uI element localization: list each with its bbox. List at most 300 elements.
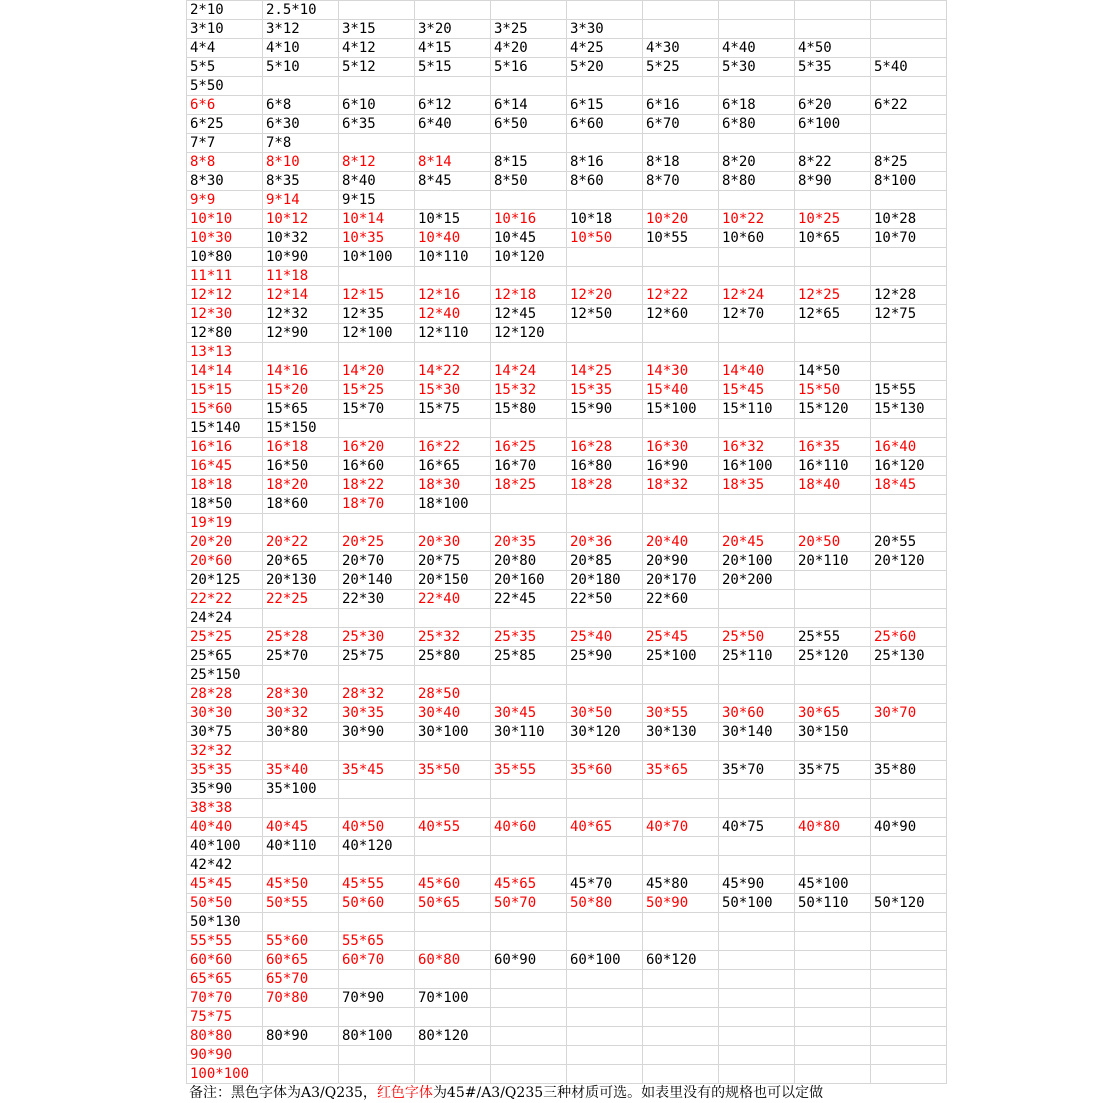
empty-cell[interactable] xyxy=(643,970,719,989)
spec-cell[interactable]: 45*80 xyxy=(643,875,719,894)
empty-cell[interactable] xyxy=(795,913,871,932)
empty-cell[interactable] xyxy=(567,799,643,818)
spec-cell[interactable]: 10*45 xyxy=(491,229,567,248)
spec-cell[interactable]: 14*40 xyxy=(719,362,795,381)
empty-cell[interactable] xyxy=(871,951,947,970)
spec-cell[interactable]: 10*40 xyxy=(415,229,491,248)
spec-cell[interactable]: 15*100 xyxy=(643,400,719,419)
empty-cell[interactable] xyxy=(795,799,871,818)
empty-cell[interactable] xyxy=(871,419,947,438)
spec-cell[interactable]: 8*22 xyxy=(795,153,871,172)
spec-cell[interactable]: 6*22 xyxy=(871,96,947,115)
empty-cell[interactable] xyxy=(643,799,719,818)
spec-cell[interactable]: 14*50 xyxy=(795,362,871,381)
empty-cell[interactable] xyxy=(795,20,871,39)
spec-cell[interactable]: 80*100 xyxy=(339,1027,415,1046)
spec-cell[interactable]: 25*150 xyxy=(187,666,263,685)
empty-cell[interactable] xyxy=(643,932,719,951)
spec-cell[interactable]: 8*100 xyxy=(871,172,947,191)
empty-cell[interactable] xyxy=(795,419,871,438)
spec-cell[interactable]: 50*60 xyxy=(339,894,415,913)
empty-cell[interactable] xyxy=(567,343,643,362)
spec-cell[interactable]: 20*20 xyxy=(187,533,263,552)
empty-cell[interactable] xyxy=(567,666,643,685)
spec-cell[interactable]: 20*35 xyxy=(491,533,567,552)
spec-cell[interactable]: 20*36 xyxy=(567,533,643,552)
empty-cell[interactable] xyxy=(643,1,719,20)
spec-cell[interactable]: 10*10 xyxy=(187,210,263,229)
empty-cell[interactable] xyxy=(795,134,871,153)
empty-cell[interactable] xyxy=(339,419,415,438)
empty-cell[interactable] xyxy=(719,970,795,989)
empty-cell[interactable] xyxy=(719,989,795,1008)
empty-cell[interactable] xyxy=(871,837,947,856)
spec-cell[interactable]: 45*65 xyxy=(491,875,567,894)
spec-cell[interactable]: 2*10 xyxy=(187,1,263,20)
spec-cell[interactable]: 8*16 xyxy=(567,153,643,172)
empty-cell[interactable] xyxy=(339,799,415,818)
empty-cell[interactable] xyxy=(643,780,719,799)
spec-cell[interactable]: 16*50 xyxy=(263,457,339,476)
spec-cell[interactable]: 30*60 xyxy=(719,704,795,723)
spec-cell[interactable]: 35*70 xyxy=(719,761,795,780)
spec-cell[interactable]: 25*90 xyxy=(567,647,643,666)
spec-cell[interactable]: 5*16 xyxy=(491,58,567,77)
spec-cell[interactable]: 50*65 xyxy=(415,894,491,913)
spec-cell[interactable]: 24*24 xyxy=(187,609,263,628)
spec-cell[interactable]: 25*120 xyxy=(795,647,871,666)
empty-cell[interactable] xyxy=(263,1065,339,1084)
spec-cell[interactable]: 30*35 xyxy=(339,704,415,723)
spec-cell[interactable]: 14*22 xyxy=(415,362,491,381)
spec-cell[interactable]: 18*22 xyxy=(339,476,415,495)
spec-cell[interactable]: 80*80 xyxy=(187,1027,263,1046)
empty-cell[interactable] xyxy=(643,343,719,362)
empty-cell[interactable] xyxy=(871,1008,947,1027)
empty-cell[interactable] xyxy=(643,742,719,761)
empty-cell[interactable] xyxy=(491,932,567,951)
spec-cell[interactable]: 12*100 xyxy=(339,324,415,343)
spec-cell[interactable]: 50*130 xyxy=(187,913,263,932)
spec-cell[interactable]: 6*18 xyxy=(719,96,795,115)
empty-cell[interactable] xyxy=(643,1027,719,1046)
spec-cell[interactable]: 15*150 xyxy=(263,419,339,438)
spec-cell[interactable]: 10*90 xyxy=(263,248,339,267)
spec-cell[interactable]: 20*140 xyxy=(339,571,415,590)
empty-cell[interactable] xyxy=(719,932,795,951)
empty-cell[interactable] xyxy=(491,666,567,685)
empty-cell[interactable] xyxy=(567,685,643,704)
spec-cell[interactable]: 28*28 xyxy=(187,685,263,704)
spec-cell[interactable]: 60*70 xyxy=(339,951,415,970)
spec-cell[interactable]: 25*35 xyxy=(491,628,567,647)
spec-cell[interactable]: 10*35 xyxy=(339,229,415,248)
spec-cell[interactable]: 30*50 xyxy=(567,704,643,723)
empty-cell[interactable] xyxy=(643,20,719,39)
spec-cell[interactable]: 18*45 xyxy=(871,476,947,495)
spec-cell[interactable]: 20*60 xyxy=(187,552,263,571)
empty-cell[interactable] xyxy=(871,115,947,134)
spec-cell[interactable]: 8*35 xyxy=(263,172,339,191)
empty-cell[interactable] xyxy=(491,780,567,799)
empty-cell[interactable] xyxy=(339,609,415,628)
empty-cell[interactable] xyxy=(491,799,567,818)
empty-cell[interactable] xyxy=(871,913,947,932)
spec-cell[interactable]: 15*90 xyxy=(567,400,643,419)
spec-cell[interactable]: 18*70 xyxy=(339,495,415,514)
empty-cell[interactable] xyxy=(719,20,795,39)
spec-cell[interactable]: 4*20 xyxy=(491,39,567,58)
empty-cell[interactable] xyxy=(339,1,415,20)
empty-cell[interactable] xyxy=(719,248,795,267)
empty-cell[interactable] xyxy=(871,1,947,20)
empty-cell[interactable] xyxy=(871,970,947,989)
spec-cell[interactable]: 20*65 xyxy=(263,552,339,571)
spec-cell[interactable]: 55*65 xyxy=(339,932,415,951)
spec-cell[interactable]: 16*35 xyxy=(795,438,871,457)
empty-cell[interactable] xyxy=(491,837,567,856)
spec-cell[interactable]: 20*100 xyxy=(719,552,795,571)
spec-cell[interactable]: 25*80 xyxy=(415,647,491,666)
spec-cell[interactable]: 60*90 xyxy=(491,951,567,970)
spec-cell[interactable]: 4*10 xyxy=(263,39,339,58)
spec-cell[interactable]: 8*60 xyxy=(567,172,643,191)
empty-cell[interactable] xyxy=(567,1008,643,1027)
empty-cell[interactable] xyxy=(339,666,415,685)
empty-cell[interactable] xyxy=(567,514,643,533)
spec-cell[interactable]: 12*25 xyxy=(795,286,871,305)
spec-cell[interactable]: 25*50 xyxy=(719,628,795,647)
spec-cell[interactable]: 90*90 xyxy=(187,1046,263,1065)
spec-cell[interactable]: 8*25 xyxy=(871,153,947,172)
spec-cell[interactable]: 10*12 xyxy=(263,210,339,229)
empty-cell[interactable] xyxy=(795,742,871,761)
spec-cell[interactable]: 16*30 xyxy=(643,438,719,457)
spec-cell[interactable]: 45*50 xyxy=(263,875,339,894)
spec-cell[interactable]: 5*12 xyxy=(339,58,415,77)
spec-cell[interactable]: 30*130 xyxy=(643,723,719,742)
spec-cell[interactable]: 25*65 xyxy=(187,647,263,666)
spec-cell[interactable]: 22*45 xyxy=(491,590,567,609)
spec-cell[interactable]: 35*50 xyxy=(415,761,491,780)
spec-cell[interactable]: 20*160 xyxy=(491,571,567,590)
spec-cell[interactable]: 20*90 xyxy=(643,552,719,571)
empty-cell[interactable] xyxy=(871,191,947,210)
spec-cell[interactable]: 35*90 xyxy=(187,780,263,799)
empty-cell[interactable] xyxy=(871,932,947,951)
spec-cell[interactable]: 5*50 xyxy=(187,77,263,96)
empty-cell[interactable] xyxy=(871,609,947,628)
empty-cell[interactable] xyxy=(871,134,947,153)
spec-cell[interactable]: 18*40 xyxy=(795,476,871,495)
empty-cell[interactable] xyxy=(795,856,871,875)
empty-cell[interactable] xyxy=(415,419,491,438)
spec-cell[interactable]: 12*65 xyxy=(795,305,871,324)
spec-cell[interactable]: 20*120 xyxy=(871,552,947,571)
spec-cell[interactable]: 16*32 xyxy=(719,438,795,457)
empty-cell[interactable] xyxy=(415,932,491,951)
empty-cell[interactable] xyxy=(339,970,415,989)
spec-cell[interactable]: 12*75 xyxy=(871,305,947,324)
empty-cell[interactable] xyxy=(871,39,947,58)
empty-cell[interactable] xyxy=(263,1008,339,1027)
spec-cell[interactable]: 12*40 xyxy=(415,305,491,324)
spec-cell[interactable]: 16*120 xyxy=(871,457,947,476)
spec-cell[interactable]: 20*170 xyxy=(643,571,719,590)
spec-cell[interactable]: 28*32 xyxy=(339,685,415,704)
spec-cell[interactable]: 8*90 xyxy=(795,172,871,191)
empty-cell[interactable] xyxy=(871,1027,947,1046)
spec-cell[interactable]: 40*90 xyxy=(871,818,947,837)
spec-cell[interactable]: 60*80 xyxy=(415,951,491,970)
spec-cell[interactable]: 25*130 xyxy=(871,647,947,666)
spec-cell[interactable]: 55*60 xyxy=(263,932,339,951)
empty-cell[interactable] xyxy=(795,343,871,362)
spec-cell[interactable]: 8*14 xyxy=(415,153,491,172)
empty-cell[interactable] xyxy=(795,609,871,628)
empty-cell[interactable] xyxy=(795,989,871,1008)
spec-cell[interactable]: 40*45 xyxy=(263,818,339,837)
spec-cell[interactable]: 25*25 xyxy=(187,628,263,647)
spec-cell[interactable]: 10*20 xyxy=(643,210,719,229)
spec-cell[interactable]: 8*18 xyxy=(643,153,719,172)
empty-cell[interactable] xyxy=(643,419,719,438)
empty-cell[interactable] xyxy=(491,1027,567,1046)
empty-cell[interactable] xyxy=(567,1027,643,1046)
empty-cell[interactable] xyxy=(871,685,947,704)
empty-cell[interactable] xyxy=(263,609,339,628)
empty-cell[interactable] xyxy=(871,780,947,799)
empty-cell[interactable] xyxy=(567,837,643,856)
spec-cell[interactable]: 45*100 xyxy=(795,875,871,894)
empty-cell[interactable] xyxy=(339,343,415,362)
empty-cell[interactable] xyxy=(415,837,491,856)
spec-cell[interactable]: 4*30 xyxy=(643,39,719,58)
spec-cell[interactable]: 10*22 xyxy=(719,210,795,229)
spec-cell[interactable]: 22*50 xyxy=(567,590,643,609)
spec-cell[interactable]: 4*4 xyxy=(187,39,263,58)
spec-cell[interactable]: 15*32 xyxy=(491,381,567,400)
empty-cell[interactable] xyxy=(795,571,871,590)
spec-cell[interactable]: 4*25 xyxy=(567,39,643,58)
spec-cell[interactable]: 10*80 xyxy=(187,248,263,267)
spec-cell[interactable]: 30*150 xyxy=(795,723,871,742)
empty-cell[interactable] xyxy=(795,685,871,704)
empty-cell[interactable] xyxy=(415,609,491,628)
empty-cell[interactable] xyxy=(871,590,947,609)
spec-cell[interactable]: 18*30 xyxy=(415,476,491,495)
spec-cell[interactable]: 35*45 xyxy=(339,761,415,780)
spec-cell[interactable]: 3*15 xyxy=(339,20,415,39)
spec-cell[interactable]: 20*70 xyxy=(339,552,415,571)
empty-cell[interactable] xyxy=(719,666,795,685)
spec-cell[interactable]: 10*30 xyxy=(187,229,263,248)
spec-cell[interactable]: 30*30 xyxy=(187,704,263,723)
empty-cell[interactable] xyxy=(871,514,947,533)
empty-cell[interactable] xyxy=(719,780,795,799)
empty-cell[interactable] xyxy=(567,856,643,875)
spec-cell[interactable]: 16*28 xyxy=(567,438,643,457)
empty-cell[interactable] xyxy=(871,20,947,39)
empty-cell[interactable] xyxy=(263,514,339,533)
spec-cell[interactable]: 14*24 xyxy=(491,362,567,381)
empty-cell[interactable] xyxy=(871,875,947,894)
spec-cell[interactable]: 10*60 xyxy=(719,229,795,248)
spec-cell[interactable]: 5*30 xyxy=(719,58,795,77)
spec-cell[interactable]: 55*55 xyxy=(187,932,263,951)
spec-cell[interactable]: 11*18 xyxy=(263,267,339,286)
empty-cell[interactable] xyxy=(795,590,871,609)
spec-cell[interactable]: 12*120 xyxy=(491,324,567,343)
empty-cell[interactable] xyxy=(719,856,795,875)
empty-cell[interactable] xyxy=(567,77,643,96)
empty-cell[interactable] xyxy=(491,989,567,1008)
empty-cell[interactable] xyxy=(339,780,415,799)
spec-cell[interactable]: 35*60 xyxy=(567,761,643,780)
spec-cell[interactable]: 25*55 xyxy=(795,628,871,647)
spec-cell[interactable]: 6*16 xyxy=(643,96,719,115)
empty-cell[interactable] xyxy=(491,1,567,20)
spec-cell[interactable]: 18*60 xyxy=(263,495,339,514)
empty-cell[interactable] xyxy=(871,77,947,96)
empty-cell[interactable] xyxy=(263,666,339,685)
spec-cell[interactable]: 5*35 xyxy=(795,58,871,77)
spec-cell[interactable]: 7*7 xyxy=(187,134,263,153)
spec-cell[interactable]: 5*20 xyxy=(567,58,643,77)
spec-cell[interactable]: 40*100 xyxy=(187,837,263,856)
spec-cell[interactable]: 10*28 xyxy=(871,210,947,229)
spec-cell[interactable]: 9*9 xyxy=(187,191,263,210)
spec-cell[interactable]: 8*20 xyxy=(719,153,795,172)
spec-cell[interactable]: 40*120 xyxy=(339,837,415,856)
spec-cell[interactable]: 30*110 xyxy=(491,723,567,742)
empty-cell[interactable] xyxy=(719,685,795,704)
spec-cell[interactable]: 12*20 xyxy=(567,286,643,305)
spec-cell[interactable]: 8*8 xyxy=(187,153,263,172)
empty-cell[interactable] xyxy=(795,1027,871,1046)
spec-cell[interactable]: 30*65 xyxy=(795,704,871,723)
spec-cell[interactable]: 28*50 xyxy=(415,685,491,704)
spec-cell[interactable]: 3*10 xyxy=(187,20,263,39)
spec-cell[interactable]: 25*32 xyxy=(415,628,491,647)
spec-cell[interactable]: 14*20 xyxy=(339,362,415,381)
empty-cell[interactable] xyxy=(719,1027,795,1046)
spec-cell[interactable]: 60*100 xyxy=(567,951,643,970)
spec-cell[interactable]: 16*100 xyxy=(719,457,795,476)
spec-cell[interactable]: 45*60 xyxy=(415,875,491,894)
empty-cell[interactable] xyxy=(871,856,947,875)
empty-cell[interactable] xyxy=(719,267,795,286)
empty-cell[interactable] xyxy=(491,685,567,704)
empty-cell[interactable] xyxy=(795,837,871,856)
empty-cell[interactable] xyxy=(491,1046,567,1065)
spec-cell[interactable]: 40*75 xyxy=(719,818,795,837)
spec-cell[interactable]: 10*15 xyxy=(415,210,491,229)
spec-cell[interactable]: 10*110 xyxy=(415,248,491,267)
spec-cell[interactable]: 8*12 xyxy=(339,153,415,172)
empty-cell[interactable] xyxy=(415,1008,491,1027)
empty-cell[interactable] xyxy=(871,989,947,1008)
empty-cell[interactable] xyxy=(339,913,415,932)
spec-cell[interactable]: 15*65 xyxy=(263,400,339,419)
empty-cell[interactable] xyxy=(643,495,719,514)
spec-cell[interactable]: 12*45 xyxy=(491,305,567,324)
empty-cell[interactable] xyxy=(871,1046,947,1065)
empty-cell[interactable] xyxy=(871,343,947,362)
spec-cell[interactable]: 28*30 xyxy=(263,685,339,704)
empty-cell[interactable] xyxy=(567,970,643,989)
empty-cell[interactable] xyxy=(339,514,415,533)
empty-cell[interactable] xyxy=(491,419,567,438)
spec-cell[interactable]: 5*40 xyxy=(871,58,947,77)
empty-cell[interactable] xyxy=(643,248,719,267)
spec-cell[interactable]: 12*70 xyxy=(719,305,795,324)
empty-cell[interactable] xyxy=(795,191,871,210)
empty-cell[interactable] xyxy=(567,609,643,628)
empty-cell[interactable] xyxy=(643,609,719,628)
empty-cell[interactable] xyxy=(339,742,415,761)
spec-cell[interactable]: 16*80 xyxy=(567,457,643,476)
spec-cell[interactable]: 30*70 xyxy=(871,704,947,723)
spec-cell[interactable]: 45*70 xyxy=(567,875,643,894)
spec-cell[interactable]: 16*90 xyxy=(643,457,719,476)
empty-cell[interactable] xyxy=(871,248,947,267)
spec-cell[interactable]: 50*110 xyxy=(795,894,871,913)
empty-cell[interactable] xyxy=(719,495,795,514)
spec-cell[interactable]: 30*45 xyxy=(491,704,567,723)
spec-cell[interactable]: 3*20 xyxy=(415,20,491,39)
spec-cell[interactable]: 20*150 xyxy=(415,571,491,590)
empty-cell[interactable] xyxy=(415,913,491,932)
spec-cell[interactable]: 20*25 xyxy=(339,533,415,552)
spec-cell[interactable]: 50*50 xyxy=(187,894,263,913)
spec-cell[interactable]: 12*14 xyxy=(263,286,339,305)
spec-cell[interactable]: 14*25 xyxy=(567,362,643,381)
spec-cell[interactable]: 6*50 xyxy=(491,115,567,134)
empty-cell[interactable] xyxy=(795,267,871,286)
spec-cell[interactable]: 15*15 xyxy=(187,381,263,400)
spec-cell[interactable]: 35*65 xyxy=(643,761,719,780)
empty-cell[interactable] xyxy=(415,1065,491,1084)
spec-cell[interactable]: 12*30 xyxy=(187,305,263,324)
spec-cell[interactable]: 15*75 xyxy=(415,400,491,419)
empty-cell[interactable] xyxy=(567,324,643,343)
empty-cell[interactable] xyxy=(795,77,871,96)
spec-cell[interactable]: 20*180 xyxy=(567,571,643,590)
spec-cell[interactable]: 40*60 xyxy=(491,818,567,837)
spec-cell[interactable]: 12*35 xyxy=(339,305,415,324)
spec-cell[interactable]: 12*15 xyxy=(339,286,415,305)
empty-cell[interactable] xyxy=(567,134,643,153)
empty-cell[interactable] xyxy=(871,799,947,818)
empty-cell[interactable] xyxy=(415,514,491,533)
spec-cell[interactable]: 13*13 xyxy=(187,343,263,362)
spec-cell[interactable]: 3*30 xyxy=(567,20,643,39)
spec-cell[interactable]: 4*50 xyxy=(795,39,871,58)
empty-cell[interactable] xyxy=(263,1046,339,1065)
spec-cell[interactable]: 20*130 xyxy=(263,571,339,590)
spec-cell[interactable]: 16*22 xyxy=(415,438,491,457)
empty-cell[interactable] xyxy=(719,343,795,362)
spec-cell[interactable]: 75*75 xyxy=(187,1008,263,1027)
empty-cell[interactable] xyxy=(795,324,871,343)
spec-cell[interactable]: 65*70 xyxy=(263,970,339,989)
empty-cell[interactable] xyxy=(491,1008,567,1027)
spec-cell[interactable]: 65*65 xyxy=(187,970,263,989)
spec-cell[interactable]: 9*15 xyxy=(339,191,415,210)
spec-cell[interactable]: 20*30 xyxy=(415,533,491,552)
spec-cell[interactable]: 20*125 xyxy=(187,571,263,590)
